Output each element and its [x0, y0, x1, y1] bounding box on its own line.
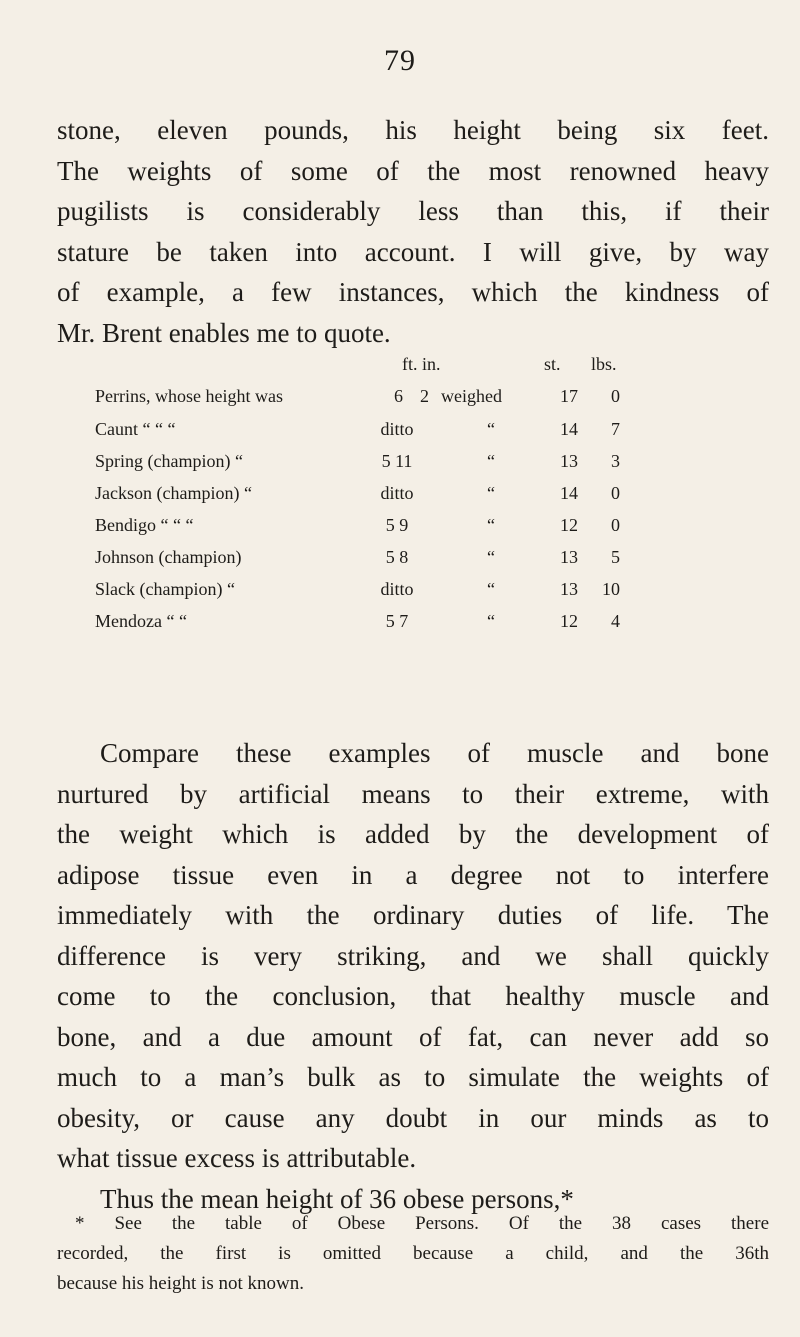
table-row-name: Bendigo “ “ “	[95, 515, 194, 535]
footnote-line: because his height is not known.	[57, 1273, 304, 1294]
table-row-name: Johnson (champion)	[95, 547, 242, 567]
page-number: 79	[384, 44, 416, 77]
table-row-name: Caunt “ “ “	[95, 419, 176, 439]
table-row-height: 5 9	[385, 515, 409, 535]
text-line: pugilists is considerably less than this, if their	[57, 196, 769, 226]
table-row-ditto: “	[487, 451, 495, 471]
footnote-line: recorded, the first is omitted because a child, and the 36th	[57, 1243, 769, 1264]
table-row-ditto: “	[487, 547, 495, 567]
table-row-name: Spring (champion) “	[95, 451, 243, 471]
table-row-st: 12	[560, 611, 578, 631]
table-row-lbs: 10	[602, 579, 620, 599]
table-row-lbs: 3	[611, 451, 620, 471]
table-row-name: Jackson (champion) “	[95, 483, 252, 503]
table-row-ditto: “	[487, 515, 495, 535]
table-row-ditto: “	[487, 483, 495, 503]
text-line: The weights of some of the most renowned heavy	[57, 155, 769, 186]
row-perrins-in: 2	[420, 386, 429, 406]
text-line: stone, eleven pounds, his height being six feet.	[57, 115, 769, 145]
text-line: Compare these examples of muscle and bone	[100, 738, 769, 768]
header-ft-in: ft. in.	[402, 354, 441, 374]
table-row-lbs: 7	[611, 419, 620, 439]
row-perrins-lbs: 0	[611, 386, 620, 406]
table-row-height: ditto	[380, 579, 414, 599]
footnote	[57, 1209, 769, 1299]
text-line: Thus the mean height of 36 obese persons,*	[100, 1183, 574, 1214]
table-row-lbs: 4	[611, 611, 620, 631]
header-st: st.	[544, 354, 561, 374]
row-perrins-name: Perrins, whose height was	[95, 386, 283, 406]
text-line: Mr. Brent enables me to quote.	[57, 317, 391, 348]
footnote-line: * See the table of Obese Persons. Of the 38 cases there	[75, 1213, 769, 1234]
table-row-height: 5 7	[385, 611, 409, 631]
table-row-lbs: 0	[611, 515, 620, 535]
table-row-lbs: 5	[611, 547, 620, 567]
text-line: nurtured by artificial means to their extreme, with	[57, 778, 769, 809]
table-row-height: ditto	[380, 419, 414, 439]
text-line: what tissue excess is attributable.	[57, 1143, 417, 1173]
text-line: of example, a few instances, which the kindness of	[57, 277, 769, 307]
text-line: obesity, or cause any doubt in our minds as to	[57, 1102, 769, 1133]
comparison-paragraph	[57, 733, 769, 1219]
table-row-name: Slack (champion) “	[95, 579, 235, 599]
row-perrins-st: 17	[560, 386, 578, 406]
table-row-st: 14	[560, 483, 578, 503]
text-line: difference is very striking, and we shall quickly	[57, 940, 769, 971]
table-row-height: 5 8	[385, 547, 409, 567]
table-row-height: 5 11	[381, 451, 413, 471]
opening-paragraph	[57, 110, 769, 353]
table-row-st: 13	[560, 547, 578, 567]
table-row-height: ditto	[380, 483, 414, 503]
text-line: bone, and a due amount of fat, can never add so	[57, 1021, 769, 1052]
table-row-st: 14	[560, 419, 578, 439]
table-row-ditto: “	[487, 419, 495, 439]
text-line: much to a man’s bulk as to simulate the weights of	[57, 1062, 769, 1092]
text-line: immediately with the ordinary duties of life. The	[57, 900, 769, 930]
text-line: adipose tissue even in a degree not to interfere	[57, 859, 769, 890]
row-perrins-ft: 6	[394, 386, 403, 406]
table-row-st: 13	[560, 451, 578, 471]
row-perrins-weighed: weighed	[441, 386, 502, 406]
table-row-lbs: 0	[611, 483, 620, 503]
table-row-st: 13	[560, 579, 578, 599]
text-line: come to the conclusion, that healthy muscle and	[57, 981, 769, 1011]
text-line: the weight which is added by the development of	[57, 819, 769, 849]
header-lbs: lbs.	[591, 354, 617, 374]
table-row-st: 12	[560, 515, 578, 535]
table-row-name: Mendoza “ “	[95, 611, 187, 631]
table-row-ditto: “	[487, 611, 495, 631]
text-line: stature be taken into account. I will give, by way	[57, 236, 769, 267]
table-row-ditto: “	[487, 579, 495, 599]
